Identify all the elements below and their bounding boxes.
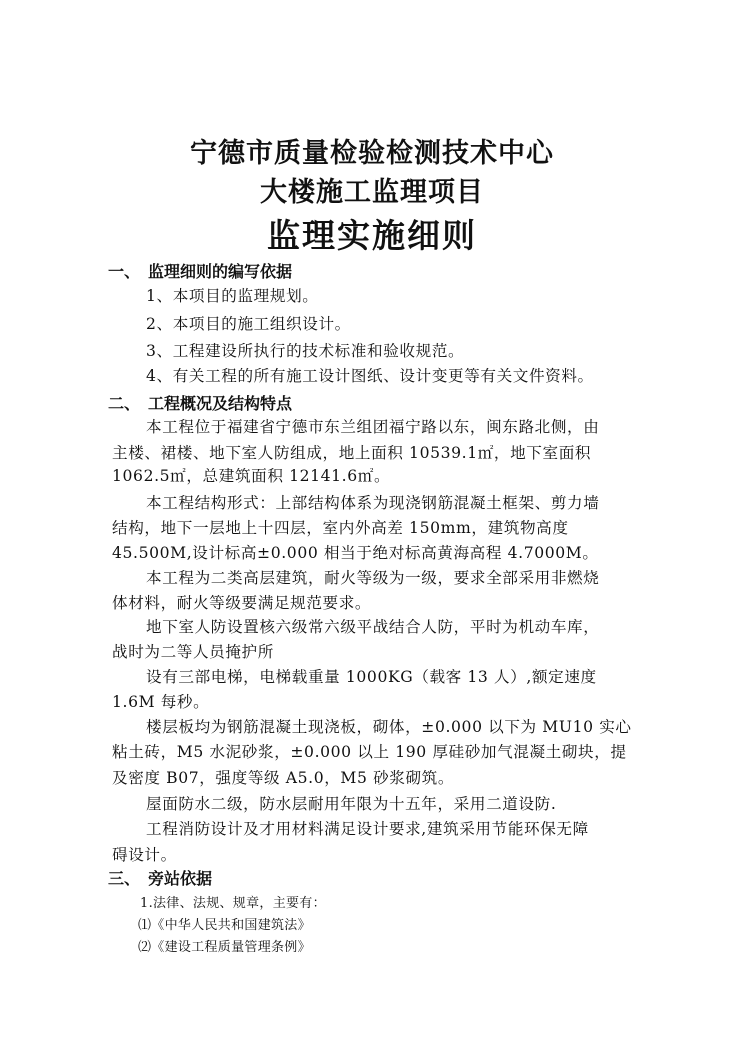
section-heading-2 [108,391,292,414]
list-item: 1、本项目的监理规划。 [146,287,319,305]
section-title: 监理细则的编写依据 [148,262,293,281]
title-organization: 宁德市质量检验检测技术中心 [190,138,554,169]
section-number: 三、 [108,869,141,888]
section-heading-1 [108,259,292,282]
list-item: 4、有关工程的所有施工设计图纸、设计变更等有关文件资料。 [146,367,594,385]
paragraph-line: 工程消防设计及才用材料满足设计要求,建筑采用节能环保无障 [146,820,589,838]
list-item: 3、工程建设所执行的技术标准和验收规范。 [146,342,465,360]
title-project: 大楼施工监理项目 [260,177,484,208]
paragraph-line: 设有三部电梯，电梯载重量 1000KG（载客 13 人）,额定速度 [146,668,597,686]
paragraph-line: 本工程位于福建省宁德市东兰组团福宁路以东，闽东路北侧，由 [146,418,600,436]
paragraph-line: 主楼、裙楼、地下室人防组成，地上面积 10539.1㎡，地下室面积 [112,444,592,462]
section-number: 二、 [108,394,141,413]
paragraph-line: 1.6M 每秒。 [112,693,210,711]
paragraph-line: 及密度 B07，强度等级 A5.0，M5 砂浆砌筑。 [112,769,455,787]
paragraph-line: 本工程结构形式：上部结构体系为现浇钢筋混凝土框架、剪力墙 [146,494,600,512]
paragraph-line: 战时为二等人员掩护所 [112,643,274,661]
paragraph-line: 地下室人防设置核六级常六级平战结合人防，平时为机动车库， [146,618,600,636]
section-title: 旁站依据 [148,869,213,888]
section-number: 一、 [108,262,141,281]
paragraph-line: 结构，地下一层地上十四层，室内外高差 150mm，建筑物高度 [112,519,569,537]
list-item: 1.法律、法规、规章，主要有： [140,896,326,911]
section-title: 工程概况及结构特点 [148,394,293,413]
title-document: 监理实施细则 [267,216,477,255]
paragraph-line: 45.500M,设计标高±0.000 相当于绝对标高黄海高程 4.7000M。 [112,544,599,562]
paragraph-line: 屋面防水二级，防水层耐用年限为十五年，采用二道设防. [146,795,557,813]
paragraph-line: 碍设计。 [112,846,177,864]
section-heading-3 [108,866,212,889]
paragraph-line: 体材料，耐火等级要满足规范要求。 [112,594,372,612]
paragraph-line: 粘土砖，M5 水泥砂浆，±0.000 以上 190 厚硅砂加气混凝土砌块，提 [112,743,627,761]
list-item: 2、本项目的施工组织设计。 [146,315,351,333]
paragraph-line: 1062.5㎡，总建筑面积 12141.6㎡。 [112,467,391,485]
paragraph-line: 楼层板均为钢筋混凝土现浇板，砌体，±0.000 以下为 MU10 实心 [146,718,632,736]
list-item: ⑴《中华人民共和国建筑法》 [138,918,311,933]
paragraph-line: 本工程为二类高层建筑，耐火等级为一级，要求全部采用非燃烧 [146,569,600,587]
list-item: ⑵《建设工程质量管理条例》 [138,940,311,955]
